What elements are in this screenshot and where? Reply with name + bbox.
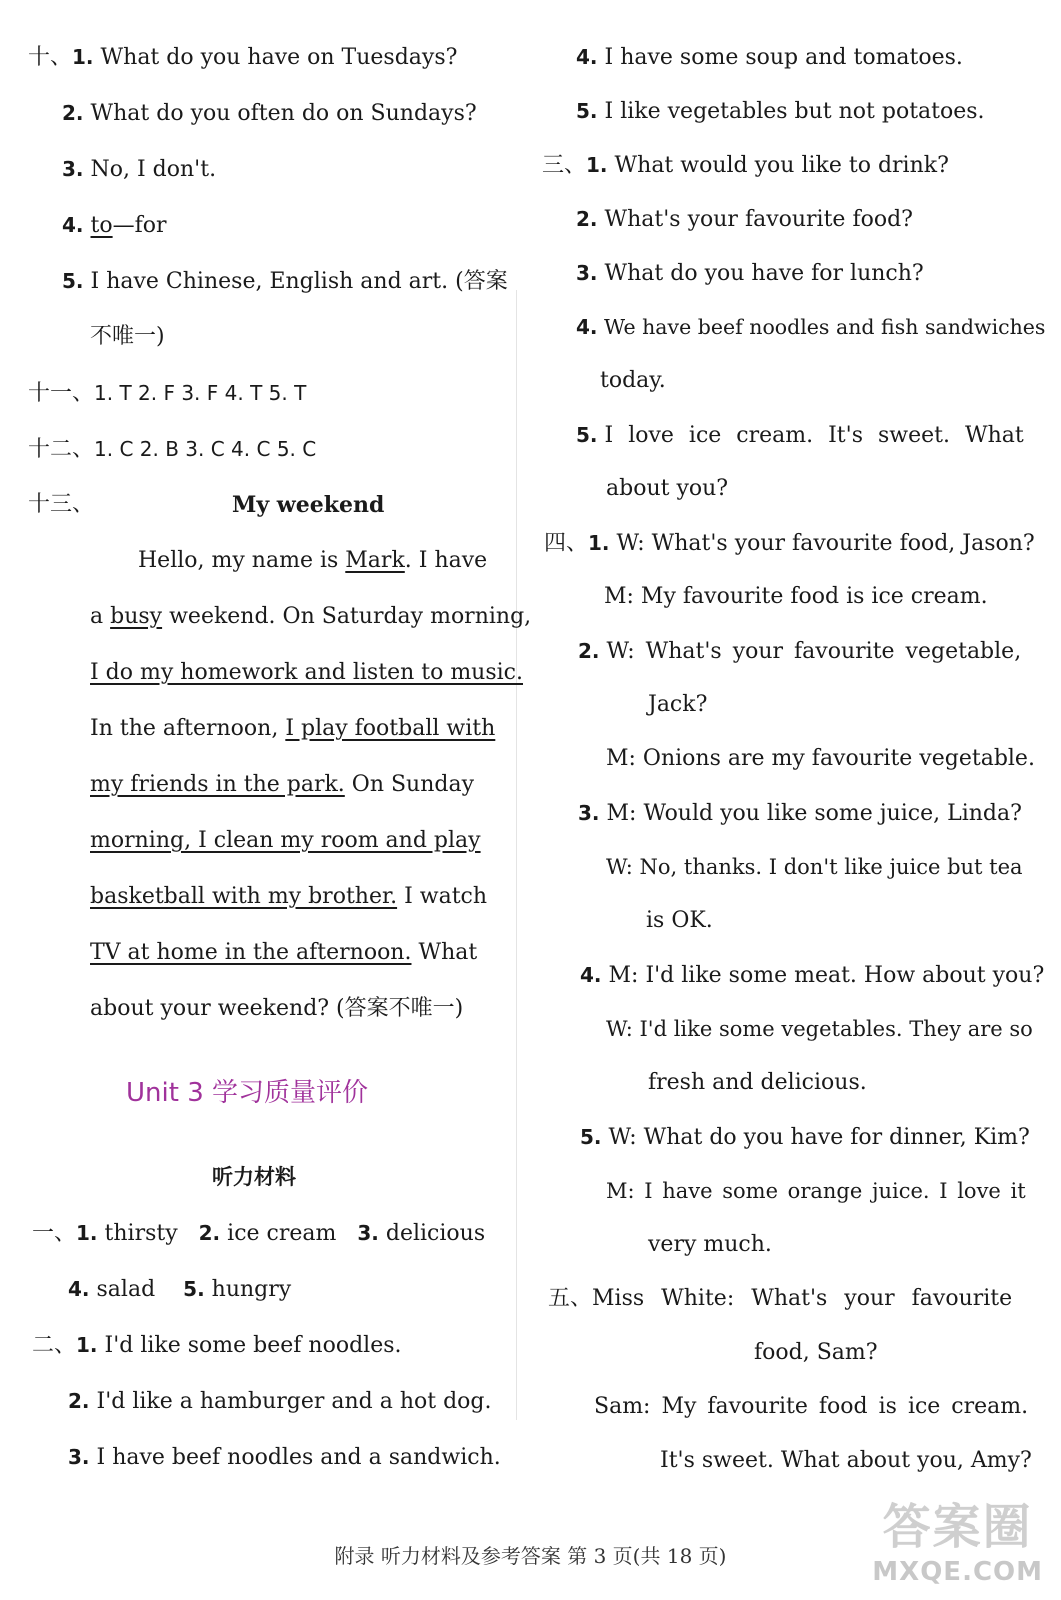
watermark-logo: [872, 1488, 1043, 1587]
essay-text: On Sunday: [344, 772, 475, 797]
part-4-dialog-5-m: [606, 1176, 1026, 1206]
dialog-line: W: No, thanks. I don't like juice but tea: [606, 855, 1023, 879]
part-4-dialog-2-w-cont: [648, 690, 707, 720]
item-number: 1.: [588, 531, 610, 555]
section-marker: 十、: [28, 45, 73, 70]
part-2-item-4: [576, 42, 963, 73]
essay-line-9: [90, 994, 463, 1024]
watermark-text: 答案圈: [882, 1499, 1033, 1555]
essay-line-7: [90, 882, 487, 912]
item-number: 2.: [62, 101, 84, 125]
item-number: 5.: [576, 99, 598, 123]
item-text: I have Chinese, English and art. (答案: [90, 269, 508, 294]
part-4-dialog-5-m-cont: [648, 1230, 772, 1260]
item-number: 1.: [72, 45, 94, 69]
part-4-dialog-3-w-cont: [646, 906, 713, 936]
dialog-line: Miss White: What's your favourite: [592, 1286, 1013, 1311]
section-marker: 十一、: [28, 381, 95, 406]
dialog-line: M: Would you like some juice, Linda?: [606, 801, 1022, 826]
part-2-item-1: [32, 1330, 402, 1361]
item-text: What's your favourite food?: [604, 207, 913, 232]
part-5-line-4: [660, 1446, 1032, 1476]
dialog-line: It's sweet. What about you, Amy?: [660, 1448, 1032, 1473]
part-3-item-4: [576, 312, 1045, 342]
part-4-dialog-2-w: [578, 636, 1021, 667]
part-3-item-3: [576, 258, 924, 289]
part-3-item-5: [576, 420, 1024, 451]
item-number: 4.: [580, 963, 602, 987]
section-marker: 十二、: [28, 437, 95, 462]
item-text: What do you have on Tuesdays?: [100, 45, 458, 70]
part-4-dialog-5-w: [580, 1122, 1030, 1153]
essay-text: Hello, my name is: [138, 548, 346, 573]
part-5-line-2: [754, 1338, 878, 1368]
section-marker: 四、: [544, 531, 589, 556]
essay-blank: Mark: [345, 548, 405, 573]
item-number: 3.: [576, 261, 598, 285]
item-text: delicious: [385, 1221, 486, 1246]
dialog-line: W: I'd like some vegetables. They are so: [606, 1017, 1033, 1041]
essay-blank: busy: [110, 604, 163, 629]
essay-text: I watch: [397, 884, 488, 909]
item-text: ice cream: [227, 1221, 337, 1246]
part-3-item-5-cont: [606, 474, 728, 504]
essay-line-1: [138, 546, 487, 576]
dialog-line: Jack?: [648, 692, 708, 717]
essay-line-2: [90, 602, 531, 632]
item-text: I have beef noodles and a sandwich.: [96, 1445, 501, 1470]
item-text: We have beef noodles and fish sandwiches: [604, 315, 1046, 339]
part-2-item-2: [68, 1386, 492, 1417]
section-10-item-3: [62, 154, 216, 185]
essay-blank: morning, I clean my room and play: [90, 828, 481, 853]
part-3-item-1: [542, 150, 949, 181]
item-number: 4.: [68, 1277, 90, 1301]
section-10-item-5-cont: [90, 322, 165, 352]
dialog-line: W: What's your favourite vegetable,: [606, 639, 1022, 664]
dialog-line: Sam: My favourite food is ice cream.: [594, 1394, 1029, 1419]
item-number: 4.: [62, 213, 84, 237]
dialog-line: is OK.: [646, 908, 713, 933]
item-number: 1.: [76, 1333, 98, 1357]
section-marker: 五、: [548, 1286, 593, 1311]
section-marker: 二、: [32, 1333, 77, 1358]
dialog-line: M: Onions are my favourite vegetable.: [606, 746, 1035, 771]
section-marker: 一、: [32, 1221, 77, 1246]
item-number: 2.: [578, 639, 600, 663]
page-footer: 附录 听力材料及参考答案 第 3 页(共 18 页): [334, 1544, 727, 1568]
section-marker: 三、: [542, 153, 587, 178]
part-2-item-3: [68, 1442, 501, 1473]
essay-blank: my friends in the park.: [90, 772, 345, 797]
item-number: 2.: [68, 1389, 90, 1413]
part-3-item-2: [576, 204, 913, 235]
item-text: 不唯一): [90, 324, 165, 349]
item-number: 5.: [183, 1277, 205, 1301]
part-2-item-5: [576, 96, 985, 127]
column-divider: [516, 290, 517, 1420]
item-number: 5.: [580, 1125, 602, 1149]
part-5-line-1: [548, 1284, 1012, 1314]
essay-text: In the afternoon,: [90, 716, 286, 741]
item-text: What do you have for lunch?: [604, 261, 924, 286]
part-1-row-1: [32, 1218, 485, 1249]
item-text: thirsty: [104, 1221, 178, 1246]
item-text: about you?: [606, 476, 729, 501]
dialog-line: fresh and delicious.: [648, 1070, 867, 1095]
item-text: No, I don't.: [90, 157, 217, 182]
dialog-line: M: I have some orange juice. I love it: [606, 1179, 1026, 1203]
part-4-dialog-3-m: [578, 798, 1022, 829]
item-number: 3.: [578, 801, 600, 825]
section-10-item-2: [62, 98, 477, 129]
item-number: 1.: [586, 153, 608, 177]
item-text: I love ice cream. It's sweet. What: [604, 423, 1024, 448]
essay-text: What: [411, 940, 478, 965]
essay-line-3: [90, 658, 523, 688]
essay-blank: TV at home in the afternoon.: [90, 940, 412, 965]
answer-row: 1. T 2. F 3. F 4. T 5. T: [94, 381, 307, 405]
essay-line-5: [90, 770, 474, 800]
dialog-line: W: What's your favourite food, Jason?: [616, 531, 1035, 556]
item-number: 4.: [576, 45, 598, 69]
item-text: hungry: [211, 1277, 292, 1302]
essay-blank: basketball with my brother.: [90, 884, 398, 909]
item-text: I like vegetables but not potatoes.: [604, 99, 985, 124]
essay-title: My weekend: [232, 492, 385, 518]
item-text: today.: [600, 368, 666, 393]
section-10-item-1: [28, 42, 457, 73]
item-text: What would you like to drink?: [614, 153, 949, 178]
item-text: What do you often do on Sundays?: [90, 101, 477, 126]
part-3-item-4-cont: [600, 366, 666, 396]
essay-line-6: [90, 826, 481, 856]
item-text: I'd like some beef noodles.: [104, 1333, 402, 1358]
section-11-answers: [28, 378, 306, 409]
item-text: I have some soup and tomatoes.: [604, 45, 963, 70]
section-10-item-5: [62, 266, 508, 297]
essay-blank: I do my homework and listen to music.: [90, 660, 523, 685]
item-number: 2.: [198, 1221, 221, 1245]
part-4-dialog-4-w-cont: [648, 1068, 867, 1098]
item-number: 1.: [76, 1221, 98, 1245]
listening-heading: 听力材料: [212, 1165, 296, 1189]
item-text: to: [90, 213, 113, 238]
dialog-line: W: What do you have for dinner, Kim?: [608, 1125, 1030, 1150]
answer-row: 1. C 2. B 3. C 4. C 5. C: [94, 437, 317, 461]
dialog-line: M: I'd like some meat. How about you?: [608, 963, 1045, 988]
watermark-url: MXQE.COM: [872, 1557, 1043, 1587]
essay-text: . I have: [404, 548, 488, 573]
part-4-dialog-2-m: [606, 744, 1035, 774]
item-number: 3.: [68, 1445, 90, 1469]
part-5-line-3: [594, 1392, 1028, 1422]
section-10-item-4: [62, 210, 167, 241]
item-number: 3.: [357, 1221, 379, 1245]
part-4-dialog-3-w: [606, 852, 1023, 882]
dialog-line: food, Sam?: [754, 1340, 878, 1365]
part-4-dialog-4-w: [606, 1014, 1033, 1044]
essay-line-8: [90, 938, 477, 968]
essay-blank: I play football with: [285, 716, 496, 741]
item-number: 5.: [576, 423, 598, 447]
part-1-row-2: [68, 1274, 291, 1305]
item-number: 2.: [576, 207, 598, 231]
section-13-marker: [28, 490, 94, 520]
essay-text: a: [90, 604, 111, 629]
section-12-answers: [28, 434, 316, 465]
section-marker: 十三、: [28, 492, 95, 517]
item-text: —for: [112, 213, 167, 238]
item-number: 4.: [576, 315, 598, 339]
essay-text: weekend. On Saturday morning,: [162, 604, 532, 629]
essay-line-4: [90, 714, 495, 744]
part-4-dialog-1-m: [604, 582, 988, 612]
part-4-dialog-1-w: [544, 528, 1035, 559]
dialog-line: M: My favourite food is ice cream.: [604, 584, 988, 609]
dialog-line: very much.: [648, 1232, 772, 1257]
item-text: salad: [96, 1277, 156, 1302]
item-text: I'd like a hamburger and a hot dog.: [96, 1389, 492, 1414]
part-4-dialog-4-m: [580, 960, 1044, 991]
item-number: 5.: [62, 269, 84, 293]
unit-title: Unit 3 学习质量评价: [126, 1078, 368, 1108]
item-number: 3.: [62, 157, 84, 181]
essay-text: about your weekend? (答案不唯一): [90, 996, 464, 1021]
